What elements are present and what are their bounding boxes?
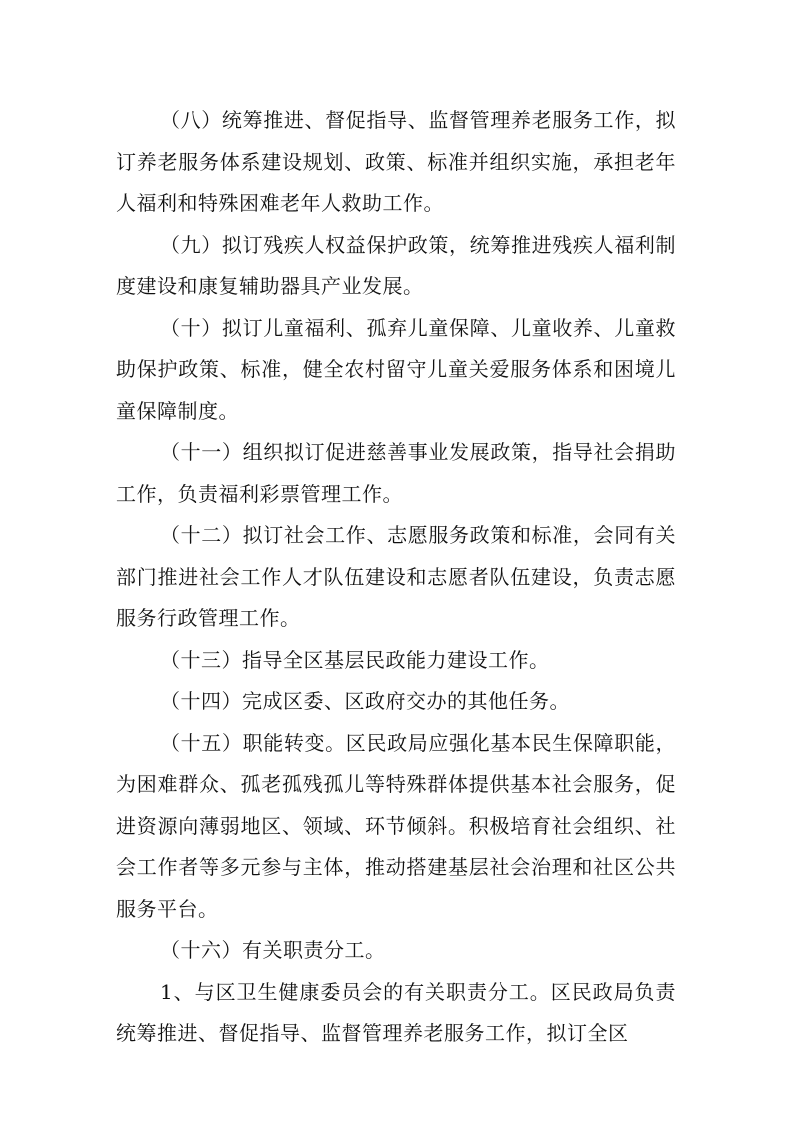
paragraph-sixteen: （十六）有关职责分工。 [160,938,386,962]
paragraph-ten: （十）拟订儿童福利、孤弃儿童保障、儿童收养、儿童救助保护政策、标准，健全农村留守儿童关爱服务体系和困境儿童保障制度。 [116,315,676,423]
paragraph-nine: （九）拟订残疾人权益保护政策，统筹推进残疾人福利制度建设和康复辅助器具产业发展。 [116,232,676,298]
paragraph-eleven: （十一）组织拟订促进慈善事业发展政策，指导社会捐助工作，负责福利彩票管理工作。 [116,440,676,506]
paragraph-fifteen: （十五）职能转变。区民政局应强化基本民生保障职能，为困难群众、孤老孤残孤儿等特殊群体提供基本社会服务，促进资源向薄弱地区、领域、环节倾斜。积极培育社会组织、社会工作者等多元参与主体，推动搭建基层社会治理和社区公共服务平台。 [116,730,676,921]
paragraph-twelve: （十二）拟订社会工作、志愿服务政策和标准，会同有关部门推进社会工作人才队伍建设和志愿者队伍建设，负责志愿服务行政管理工作。 [116,523,676,630]
paragraph-sixteen-item-one: 1、与区卫生健康委员会的有关职责分工。区民政局负责统筹推进、督促指导、监督管理养老服务工作，拟订全区 [116,979,676,1045]
paragraph-eight: （八）统筹推进、督促指导、监督管理养老服务工作，拟订养老服务体系建设规划、政策、标准并组织实施，承担老年人福利和特殊困难老年人救助工作。 [116,108,676,215]
paragraph-thirteen: （十三）指导全区基层民政能力建设工作。 [160,647,550,672]
paragraph-fourteen: （十四）完成区委、区政府交办的其他任务。 [160,689,570,713]
document-body [116,100,676,1055]
